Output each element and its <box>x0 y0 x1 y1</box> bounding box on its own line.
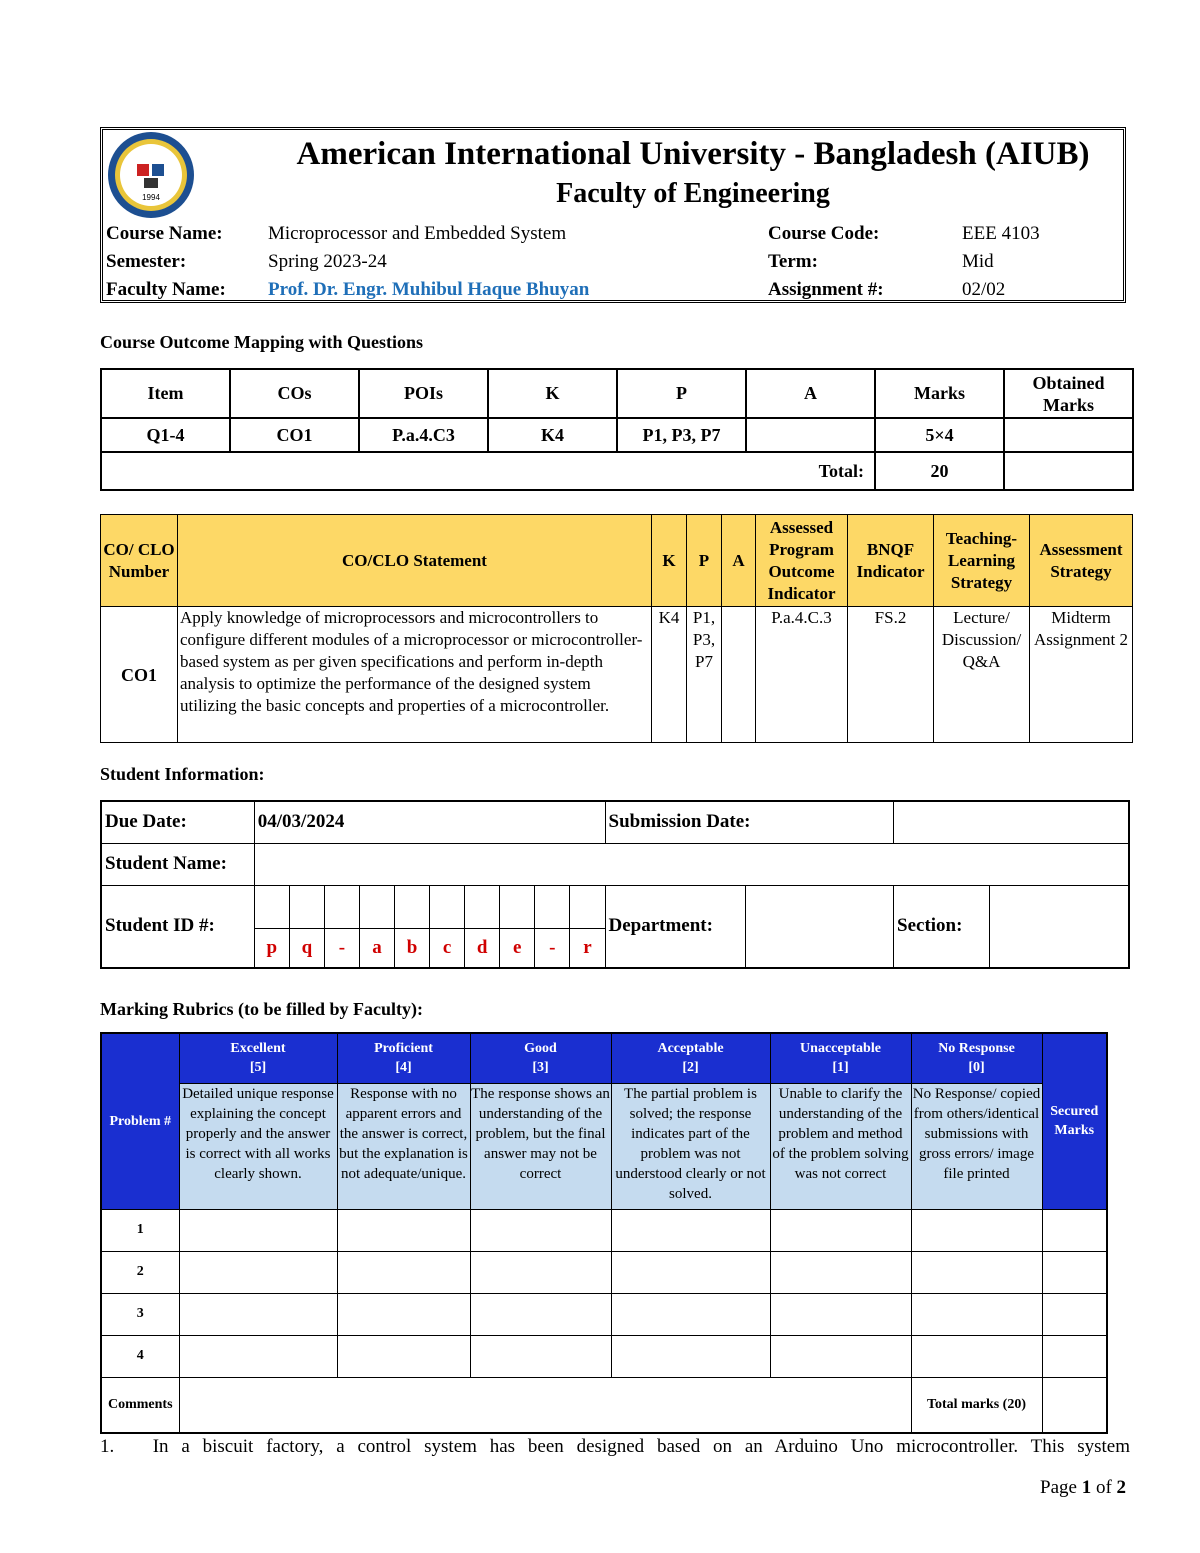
secured-marks-cell[interactable] <box>1042 1251 1107 1293</box>
id-char: - <box>324 928 359 968</box>
rubric-table <box>100 1032 1108 1434</box>
comments-field[interactable] <box>179 1377 911 1433</box>
id-char: c <box>430 928 465 968</box>
id-box[interactable] <box>500 885 535 928</box>
mapping-cell: K4 <box>488 418 617 452</box>
rubric-cell[interactable] <box>911 1209 1042 1251</box>
rubric-cell[interactable] <box>470 1209 611 1251</box>
mapping-cell <box>746 418 875 452</box>
rubric-title: Marking Rubrics (to be filled by Faculty): <box>100 999 423 1019</box>
rubric-row <box>101 1251 1107 1293</box>
assignment-label: Assignment #: <box>768 279 884 300</box>
page-of: of <box>1095 1477 1112 1498</box>
rubric-row <box>101 1293 1107 1335</box>
id-box[interactable] <box>465 885 500 928</box>
submission-date-label: Submission Date: <box>605 801 894 843</box>
id-char: d <box>465 928 500 968</box>
page-current: 1 <box>1081 1477 1092 1498</box>
clo-header: Assessed Program Outcome Indicator <box>756 515 848 607</box>
id-char: q <box>289 928 324 968</box>
mapping-title: Course Outcome Mapping with Questions <box>100 332 424 352</box>
level-name: Proficient <box>374 1041 433 1057</box>
problem-number: 4 <box>101 1335 179 1377</box>
rubric-cell[interactable] <box>911 1335 1042 1377</box>
mapping-cell: CO1 <box>230 418 359 452</box>
clo-header: CO/CLO Statement <box>178 515 652 607</box>
clo-poi: P.a.4.C.3 <box>756 607 848 743</box>
id-char: b <box>395 928 430 968</box>
rubric-row <box>101 1209 1107 1251</box>
clo-p: P1, P3, P7 <box>687 607 722 743</box>
rubric-cell[interactable] <box>770 1335 911 1377</box>
course-code: EEE 4103 <box>962 223 1040 244</box>
obtained-marks-cell[interactable] <box>1004 418 1133 452</box>
mapping-header: Marks <box>875 369 1004 418</box>
rubric-cell[interactable] <box>337 1335 470 1377</box>
student-id-label: Student ID #: <box>101 885 254 968</box>
rubric-cell[interactable] <box>470 1293 611 1335</box>
course-info <box>106 220 1124 304</box>
id-char: - <box>535 928 570 968</box>
secured-marks-header: Secured Marks <box>1042 1033 1107 1209</box>
university-title: American International University - Bangladesh (AIUB) <box>296 136 1090 172</box>
level-score: [5] <box>249 1060 267 1076</box>
page-total: 2 <box>1116 1477 1127 1498</box>
id-box[interactable] <box>535 885 570 928</box>
rubric-cell[interactable] <box>337 1251 470 1293</box>
rubric-cell[interactable] <box>770 1209 911 1251</box>
mapping-header: K <box>488 369 617 418</box>
level-description: Unable to clarify the understanding of the problem and method of the problem solving was not correct <box>770 1083 911 1209</box>
due-date-label: Due Date: <box>101 801 254 843</box>
clo-header: Assessment Strategy <box>1030 515 1133 607</box>
level-header <box>179 1033 337 1083</box>
level-header <box>337 1033 470 1083</box>
clo-header: K <box>652 515 687 607</box>
rubric-cell[interactable] <box>470 1335 611 1377</box>
id-box[interactable] <box>324 885 359 928</box>
level-score: [2] <box>682 1060 699 1076</box>
clo-a <box>722 607 756 743</box>
student-info-table <box>100 800 1130 969</box>
submission-date-field[interactable] <box>894 801 1129 843</box>
section-field[interactable] <box>990 885 1129 968</box>
rubric-cell[interactable] <box>470 1251 611 1293</box>
course-name: Microprocessor and Embedded System <box>268 223 567 244</box>
rubric-cell[interactable] <box>611 1335 770 1377</box>
rubric-cell[interactable] <box>770 1251 911 1293</box>
rubric-row <box>101 1335 1107 1377</box>
id-char: r <box>570 928 605 968</box>
mapping-header: Obtained Marks <box>1004 369 1133 418</box>
rubric-cell[interactable] <box>611 1251 770 1293</box>
clo-header: A <box>722 515 756 607</box>
mapping-cell: 5×4 <box>875 418 1004 452</box>
rubric-cell[interactable] <box>337 1293 470 1335</box>
clo-bnqf: FS.2 <box>848 607 934 743</box>
secured-marks-cell[interactable] <box>1042 1335 1107 1377</box>
question-1 <box>100 1436 1130 1458</box>
semester: Spring 2023-24 <box>268 251 387 272</box>
total-marks-field[interactable] <box>1042 1377 1107 1433</box>
id-char: e <box>500 928 535 968</box>
clo-header: BNQF Indicator <box>848 515 934 607</box>
level-header <box>611 1033 770 1083</box>
mapping-header: Item <box>101 369 230 418</box>
clo-k: K4 <box>652 607 687 743</box>
level-score: [0] <box>968 1060 985 1076</box>
rubric-cell[interactable] <box>337 1209 470 1251</box>
rubric-cell[interactable] <box>179 1209 337 1251</box>
secured-marks-cell[interactable] <box>1042 1293 1107 1335</box>
rubric-cell[interactable] <box>179 1251 337 1293</box>
course-name-label: Course Name: <box>106 223 223 244</box>
term: Mid <box>962 251 994 272</box>
clo-number: CO1 <box>101 607 178 743</box>
faculty-title: Faculty of Engineering <box>556 178 830 209</box>
level-description: No Response/ copied from others/identical submissions with gross errors/ image file printed <box>911 1083 1042 1209</box>
id-box[interactable] <box>254 885 289 928</box>
level-score: [1] <box>832 1060 849 1076</box>
level-name: Acceptable <box>657 1041 724 1057</box>
id-char: p <box>254 928 289 968</box>
level-name: No Response <box>938 1041 1015 1057</box>
level-description: The response shows an understanding of the problem, but the final answer may not be correct <box>470 1083 611 1209</box>
rubric-cell[interactable] <box>611 1293 770 1335</box>
total-obtained-cell[interactable] <box>1004 452 1133 490</box>
level-description: Response with no apparent errors and the answer is correct, but the explanation is not adequate/unique. <box>337 1083 470 1209</box>
level-header <box>770 1033 911 1083</box>
total-label: Total: <box>101 452 875 490</box>
mapping-header: POIs <box>359 369 488 418</box>
problem-number: 3 <box>101 1293 179 1335</box>
logo-year: 1994 <box>142 193 160 202</box>
id-box[interactable] <box>289 885 324 928</box>
rubric-cell[interactable] <box>611 1209 770 1251</box>
course-code-label: Course Code: <box>768 223 880 244</box>
mapping-table <box>100 368 1134 491</box>
problem-number: 1 <box>101 1209 179 1251</box>
rubric-cell[interactable] <box>179 1293 337 1335</box>
id-box[interactable] <box>395 885 430 928</box>
clo-header: CO/ CLO Number <box>101 515 178 607</box>
clo-header: P <box>687 515 722 607</box>
mapping-header: COs <box>230 369 359 418</box>
clo-assessment-strategy: Midterm Assignment 2 <box>1030 607 1133 743</box>
id-char: a <box>359 928 394 968</box>
faculty-name-label: Faculty Name: <box>106 279 226 300</box>
clo-teaching-strategy: Lecture/ Discussion/ Q&A <box>934 607 1030 743</box>
section-label: Section: <box>894 885 990 968</box>
page-number <box>1040 1477 1126 1499</box>
semester-label: Semester: <box>106 251 187 272</box>
level-name: Excellent <box>230 1041 286 1057</box>
mapping-cell: P.a.4.C3 <box>359 418 488 452</box>
id-box[interactable] <box>570 885 605 928</box>
problem-number: 2 <box>101 1251 179 1293</box>
total-marks-label: Total marks (20) <box>911 1377 1042 1433</box>
id-box[interactable] <box>359 885 394 928</box>
mapping-header: P <box>617 369 746 418</box>
level-header <box>911 1033 1042 1083</box>
level-score: [3] <box>532 1060 549 1076</box>
level-description: Detailed unique response explaining the concept properly and the answer is correct with all works clearly shown. <box>179 1083 337 1209</box>
clo-statement: Apply knowledge of microprocessors and microcontrollers to configure different modules of a microprocessor or microcontroller-based system as per given specifications and perform in-depth analysis to optimize the performance of the designed system utilizing the basic concepts and properties of a microcontroller. <box>178 607 652 743</box>
mapping-header: A <box>746 369 875 418</box>
university-logo <box>106 130 196 220</box>
clo-header: Teaching-Learning Strategy <box>934 515 1030 607</box>
term-label: Term: <box>768 251 818 272</box>
mapping-cell: P1, P3, P7 <box>617 418 746 452</box>
level-name: Unacceptable <box>800 1041 881 1057</box>
clo-table <box>100 514 1133 743</box>
assignment-number: 02/02 <box>962 279 1006 300</box>
page-prefix: Page <box>1040 1477 1077 1498</box>
rubric-cell[interactable] <box>770 1293 911 1335</box>
department-label: Department: <box>605 885 745 968</box>
comments-label: Comments <box>101 1377 179 1433</box>
level-description: The partial problem is solved; the response indicates part of the problem was not understood clearly or not solved. <box>611 1083 770 1209</box>
rubric-cell[interactable] <box>179 1335 337 1377</box>
student-info-title: Student Information: <box>100 764 265 784</box>
department-field[interactable] <box>745 885 893 968</box>
question-text: In a biscuit factory, a control system has been designed based on an Arduino Uno microcontroller. This system <box>152 1436 1130 1457</box>
id-box[interactable] <box>430 885 465 928</box>
secured-marks-cell[interactable] <box>1042 1209 1107 1251</box>
level-header <box>470 1033 611 1083</box>
rubric-cell[interactable] <box>911 1293 1042 1335</box>
mapping-cell: Q1-4 <box>101 418 230 452</box>
level-name: Good <box>524 1041 557 1057</box>
rubric-cell[interactable] <box>911 1251 1042 1293</box>
problem-header: Problem # <box>101 1033 179 1209</box>
faculty-name: Prof. Dr. Engr. Muhibul Haque Bhuyan <box>268 279 590 300</box>
total-value: 20 <box>875 452 1004 490</box>
student-name-field[interactable] <box>254 843 1129 885</box>
question-number: 1. <box>100 1436 115 1457</box>
level-score: [4] <box>395 1060 412 1076</box>
student-name-label: Student Name: <box>101 843 254 885</box>
due-date: 04/03/2024 <box>254 801 605 843</box>
